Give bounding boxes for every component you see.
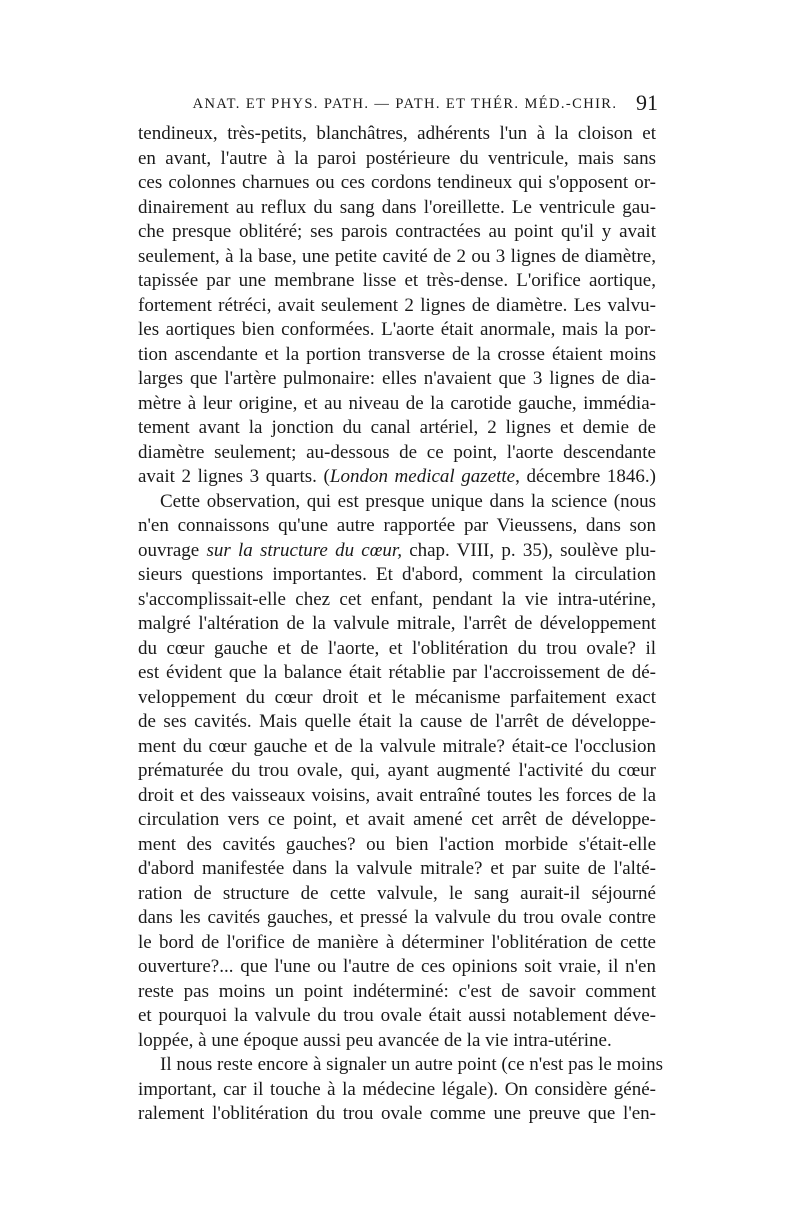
text-line: tement avant la jonction du canal artériel, 2 lignes et demie de [138, 417, 656, 438]
text-line: mètre à leur origine, et au niveau de la carotide gauche, immédia- [138, 392, 656, 414]
text-line: prématurée du trou ovale, qui, ayant augmenté l'activité du cœur [138, 760, 656, 781]
text-line [138, 465, 656, 490]
text-line: reste pas moins un point indéterminé: c'est de savoir comment [138, 980, 656, 1002]
text-fragment: avait 2 lignes 3 quarts. [138, 466, 317, 487]
text-line: fortement rétréci, avait seulement 2 lignes de diamètre. Les valvu- [138, 294, 656, 316]
text-line: et pourquoi la valvule du trou ovale était aussi notablement déve- [138, 1005, 656, 1026]
text-line: droit et des vaisseaux voisins, avait entraîné toutes les forces de la [138, 784, 656, 806]
text-line: est évident que la balance était rétablie par l'accroissement de dé- [138, 662, 656, 683]
text-line: Il nous reste encore à signaler un autre point (ce n'est pas le moins [160, 1054, 664, 1075]
text-line: tion ascendante et la portion transverse de la crosse étaient moins [138, 343, 656, 365]
text-line: le bord de l'orifice de manière à déterminer l'oblitération de cette [138, 931, 656, 953]
text-line: dinairement au reflux du sang dans l'oreillette. Le ventricule gau- [138, 196, 656, 218]
body-text [138, 122, 664, 1127]
text-line: du cœur gauche et de l'aorte, et l'oblitération du trou ovale? il [138, 637, 656, 659]
text-line: les aortiques bien conformées. L'aorte était anormale, mais la por- [138, 319, 656, 340]
work-title: sur la structure du cœur, [206, 539, 402, 561]
text-line: s'accomplissait-elle chez cet enfant, pendant la vie intra-utérine, [138, 588, 656, 610]
text-line: ment du cœur gauche et de la valvule mitrale? était-ce l'occlusion [138, 735, 656, 757]
citation-open: ( [323, 466, 330, 487]
text-line: loppée, à une époque aussi peu avancée de la vie intra-utérine. [138, 1029, 612, 1051]
text-line: larges que l'artère pulmonaire: elles n'avaient que 3 lignes de dia- [138, 368, 656, 389]
running-header [138, 90, 658, 122]
text-line: malgré l'altération de la valvule mitrale, l'arrêt de développement [138, 613, 656, 634]
text-line: en avant, l'autre à la paroi postérieure du ventricule, mais sans [138, 147, 656, 169]
text-line [138, 539, 656, 564]
text-line: ration de structure de cette valvule, le sang aurait-il séjourné [138, 882, 656, 904]
text-line: veloppement du cœur droit et le mécanisme parfaitement exact [138, 686, 656, 708]
citation-title: London medical gazette [329, 466, 516, 487]
text-line: ces colonnes charnues ou ces cordons tendineux qui s'opposent or- [138, 172, 656, 193]
text-line: ouverture?... que l'une ou l'autre de ces opinions soit vraie, il n'en [138, 956, 656, 977]
text-fragment: ouvrage [138, 539, 200, 561]
text-fragment: chap. VIII, p. 35), soulève plu- [409, 539, 657, 561]
running-title: ANAT. ET PHYS. PATH. — PATH. ET THÉR. MÉD.-CHIR. [192, 96, 618, 112]
page [138, 90, 664, 1127]
text-line: n'en connaissons qu'une autre rapportée par Vieussens, dans son [138, 515, 656, 536]
text-line: important, car il touche à la médecine légale). On considère géné- [138, 1078, 656, 1100]
text-line: diamètre seulement; au-dessous de ce point, l'aorte descendante [138, 441, 656, 463]
text-line: tendineux, très-petits, blanchâtres, adhérents l'un à la cloison et [138, 123, 656, 144]
citation-date: , décembre 1846.) [515, 466, 657, 487]
text-line: tapissée par une membrane lisse et très-dense. L'orifice aortique, [138, 270, 656, 291]
page-number: 91 [636, 90, 658, 115]
text-line: d'abord manifestée dans la valvule mitrale? et par suite de l'alté- [138, 858, 656, 879]
text-line: de ses cavités. Mais quelle était la cause de l'arrêt de développe- [138, 711, 656, 732]
text-line: Cette observation, qui est presque unique dans la science (nous [160, 490, 656, 512]
text-line: dans les cavités gauches, et pressé la valvule du trou ovale contre [138, 907, 656, 928]
text-line: ment des cavités gauches? ou bien l'action morbide s'était-elle [138, 833, 656, 855]
text-line: circulation vers ce point, et avait amené cet arrêt de développe- [138, 809, 656, 830]
text-line: che presque oblitéré; ses parois contractées au point qu'il y avait [138, 221, 656, 242]
text-line: seulement, à la base, une petite cavité de 2 ou 3 lignes de diamètre, [138, 245, 656, 267]
text-line: sieurs questions importantes. Et d'abord, comment la circulation [138, 564, 656, 585]
text-line: ralement l'oblitération du trou ovale comme une preuve que l'en- [138, 1103, 656, 1124]
